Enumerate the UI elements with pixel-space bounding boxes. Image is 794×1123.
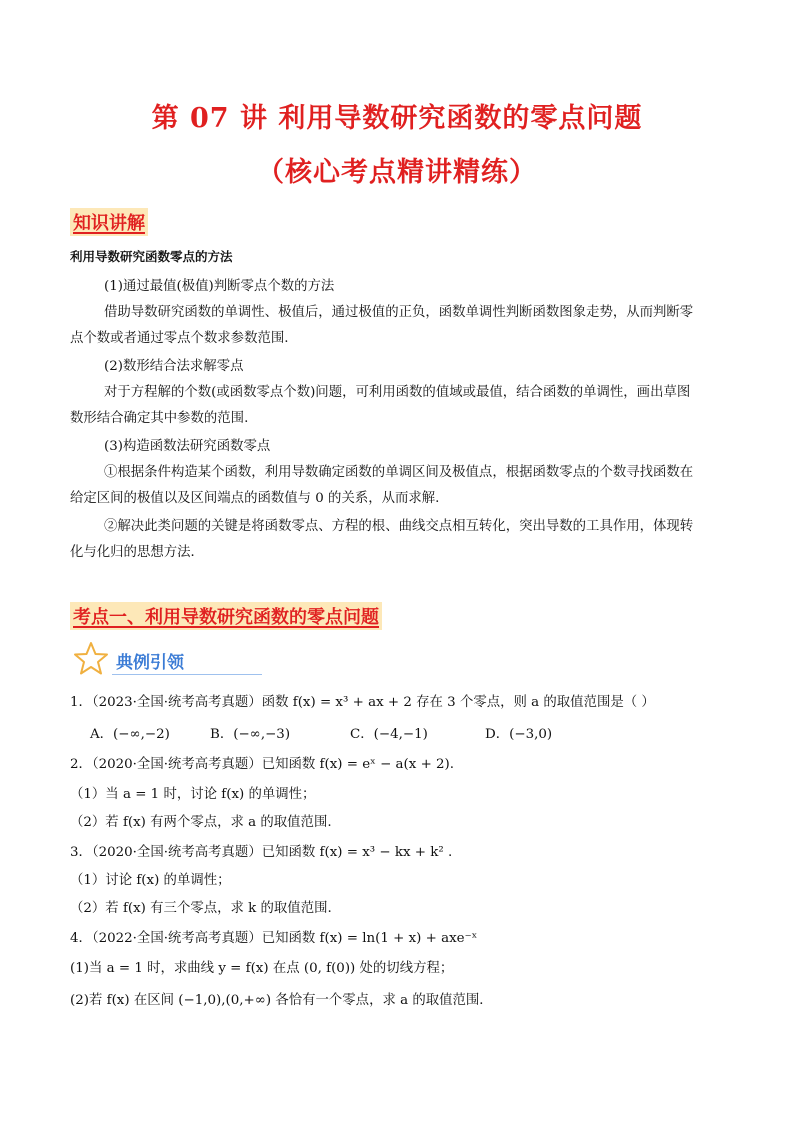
method2-title: (2)数形结合法求解零点: [104, 359, 244, 374]
problem-3-part1: （1）讨论 f(x) 的单调性；: [70, 873, 231, 888]
problem-3: 3．（2020·全国·统考高考真题）已知函数 f(x) = x³ − kx + k² .: [70, 845, 453, 860]
section-heading-topic1: 考点一、利用导数研究函数的零点问题: [70, 602, 382, 630]
page-subtitle: （核心考点精讲精练）: [257, 157, 537, 188]
method3-b-line2: 化与化归的思想方法．: [70, 545, 204, 560]
example-badge-label: 典例引领: [116, 653, 184, 673]
method2-line1: 对于方程解的个数(或函数零点个数)问题，可利用函数的值域或最值，结合函数的单调性，画出草图: [104, 385, 691, 400]
problem-2-part1: （1）当 a = 1 时，讨论 f(x) 的单调性；: [70, 787, 316, 802]
problem-1-option-d: D．(−3,0): [485, 727, 553, 742]
problem-4-part1: (1)当 a = 1 时，求曲线 y = f(x) 在点 (0, f(0)) 处的切线方程；: [70, 961, 454, 976]
problem-1-option-b: B．(−∞,−3): [210, 727, 291, 742]
method1-title: (1)通过最值(极值)判断零点个数的方法: [104, 279, 335, 294]
method3-a-line1: ①根据条件构造某个函数，利用导数确定函数的单调区间及极值点，根据函数零点的个数寻找函数在: [104, 465, 694, 480]
problem-4: 4．（2022·全国·统考高考真题）已知函数 f(x) = ln(1 + x) + axe⁻ˣ: [70, 931, 478, 946]
method2-line2: 数形结合确定其中参数的范围.: [70, 411, 249, 426]
star-outline-icon: [72, 640, 110, 678]
example-badge: [72, 640, 272, 680]
badge-underline: [112, 674, 262, 675]
problem-1-option-c: C．(−4,−1): [350, 727, 428, 742]
problem-1-option-a: A．(−∞,−2): [90, 727, 170, 742]
problem-1: 1．（2023·全国·统考高考真题）函数 f(x) = x³ + ax + 2 存在 3 个零点，则 a 的取值范围是（ ）: [70, 695, 655, 710]
method3-a-line2: 给定区间的极值以及区间端点的函数值与 0 的关系，从而求解.: [70, 491, 440, 506]
problem-4-part2: (2)若 f(x) 在区间 (−1,0),(0,+∞) 各恰有一个零点，求 a 的取值范围．: [70, 993, 493, 1008]
method3-title: (3)构造函数法研究函数零点: [104, 439, 271, 454]
method1-line2: 点个数或者通过零点个数求参数范围.: [70, 331, 289, 346]
method-subheading: 利用导数研究函数零点的方法: [70, 249, 233, 264]
problem-2: 2．（2020·全国·统考高考真题）已知函数 f(x) = eˣ − a(x + 2).: [70, 757, 455, 772]
page-title: 第 07 讲 利用导数研究函数的零点问题: [151, 103, 643, 134]
method3-b-line1: ②解决此类问题的关键是将函数零点、方程的根、曲线交点相互转化，突出导数的工具作用，体现转: [104, 519, 694, 534]
method1-line1: 借助导数研究函数的单调性、极值后，通过极值的正负，函数单调性判断函数图象走势，从而判断零: [104, 305, 694, 320]
section-heading-knowledge: 知识讲解: [70, 208, 148, 236]
problem-2-part2: （2）若 f(x) 有两个零点，求 a 的取值范围.: [70, 815, 332, 830]
problem-3-part2: （2）若 f(x) 有三个零点，求 k 的取值范围.: [70, 901, 332, 916]
